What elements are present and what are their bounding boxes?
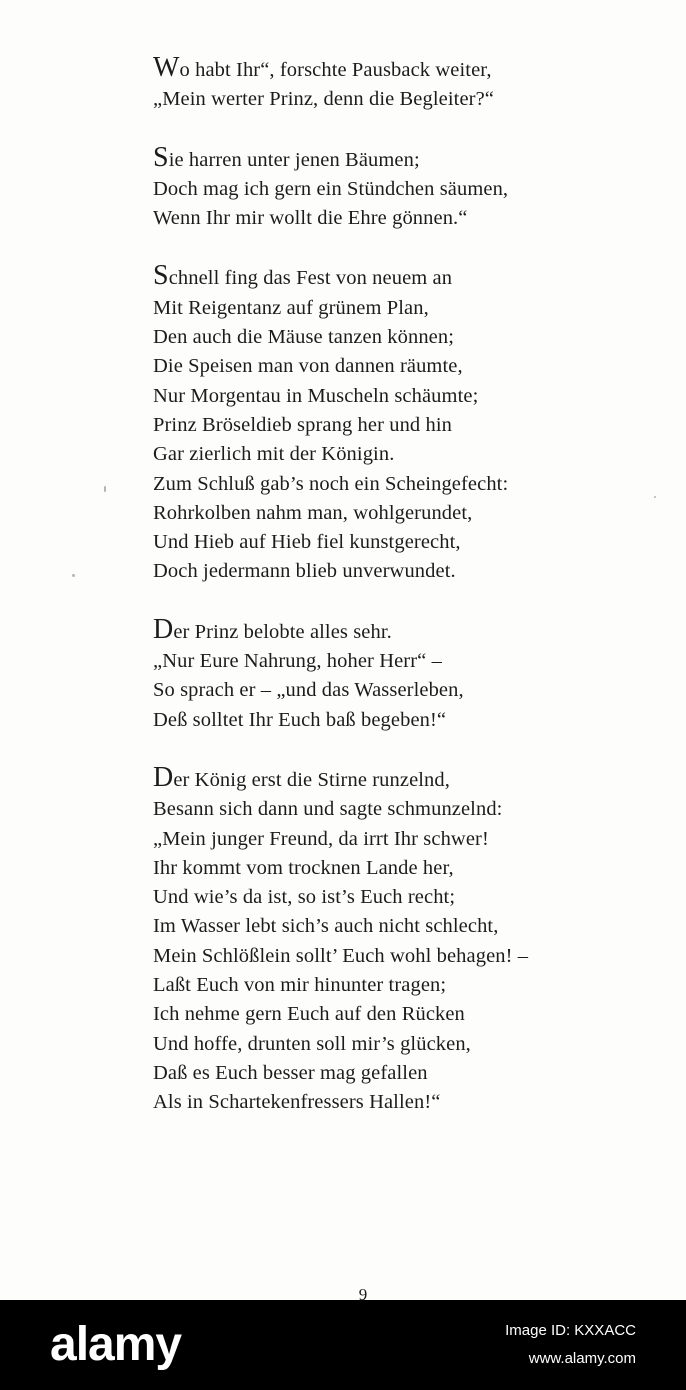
poem-line: Wenn Ihr mir wollt die Ehre gönnen.“	[153, 207, 468, 230]
drop-cap: W	[153, 52, 180, 83]
stanza-2	[153, 141, 613, 234]
drop-cap: D	[153, 613, 174, 645]
poem-line: Zum Schluß gab’s noch ein Scheingefecht:	[153, 472, 509, 495]
poem-line: Doch mag ich gern ein Stündchen säumen,	[153, 177, 509, 200]
image-id-label: Image ID: KXXACC	[505, 1322, 636, 1339]
poem-line: Als in Schartekenfressers Hallen!“	[153, 1091, 441, 1114]
poem-line: Rohrkolben nahm man, wohlgerundet,	[153, 501, 473, 524]
poem-line: Besann sich dann und sagte schmunzelnd:	[153, 798, 503, 821]
poem-line: Ihr kommt vom trocknen Lande her,	[153, 856, 454, 879]
poem-line: Laßt Euch von mir hinunter tragen;	[153, 974, 447, 997]
poem-line: Gar zierlich mit der Königin.	[153, 443, 395, 466]
poem-line: „Mein werter Prinz, denn die Begleiter?“	[153, 88, 494, 111]
drop-cap: S	[153, 141, 169, 173]
line-text: o habt Ihr“, forschte Pausback weiter,	[179, 59, 492, 81]
paper-speck	[654, 496, 656, 498]
drop-cap: D	[153, 761, 174, 793]
poem-line: Die Speisen man von dannen räumte,	[153, 355, 463, 378]
poem-line: Und Hieb auf Hieb fiel kunstgerecht,	[153, 531, 461, 554]
poem-line	[153, 52, 613, 85]
poem-line: Im Wasser lebt sich’s auch nicht schlecht,	[153, 915, 499, 938]
poem-line: „Mein junger Freund, da irrt Ihr schwer!	[153, 827, 489, 850]
poem-line: So sprach er – „und das Wasserleben,	[153, 679, 464, 702]
line-text: chnell fing das Fest von neuem an	[168, 267, 453, 290]
poem-line: Deß solltet Ihr Euch baß begeben!“	[153, 708, 447, 731]
drop-cap: S	[153, 260, 169, 292]
line-text: er König erst die Stirne runzelnd,	[173, 768, 450, 791]
poem-line	[153, 141, 613, 175]
stanza-5	[153, 761, 613, 1118]
line-text: ie harren unter jenen Bäumen;	[168, 148, 420, 171]
poem-line: Doch jedermann blieb unverwundet.	[153, 560, 456, 583]
site-url: www.alamy.com	[528, 1350, 636, 1367]
poem-line: Den auch die Mäuse tanzen können;	[153, 326, 455, 349]
poem-line: Prinz Bröseldieb sprang her und hin	[153, 413, 452, 436]
poem-line	[153, 260, 613, 293]
stanza-4	[153, 613, 613, 735]
poem-line: Nur Morgentau in Muscheln schäumte;	[153, 384, 479, 407]
stanza-3	[153, 260, 613, 586]
poem-line: Und wie’s da ist, so ist’s Euch recht;	[153, 886, 456, 909]
poem-line: Und hoffe, drunten soll mir’s glücken,	[153, 1032, 471, 1055]
alamy-logo: alamy	[50, 1318, 182, 1371]
paper-speck	[72, 574, 75, 577]
paper-speck	[104, 486, 106, 492]
poem-line	[153, 761, 613, 795]
poem-line: „Nur Eure Nahrung, hoher Herr“ –	[153, 650, 442, 673]
watermark-banner	[0, 1300, 686, 1390]
page-number: 9	[358, 1285, 368, 1300]
poem-line: Mit Reigentanz auf grünem Plan,	[153, 296, 429, 319]
poem	[153, 52, 613, 1149]
poem-line: Daß es Euch besser mag gefallen	[153, 1061, 428, 1084]
stanza-1	[153, 52, 613, 115]
poem-line: Mein Schlößlein sollt’ Euch wohl behagen! –	[153, 944, 529, 967]
line-text: er Prinz belobte alles sehr.	[173, 620, 392, 643]
poem-line	[153, 613, 613, 647]
poem-line: Ich nehme gern Euch auf den Rücken	[153, 1003, 465, 1026]
